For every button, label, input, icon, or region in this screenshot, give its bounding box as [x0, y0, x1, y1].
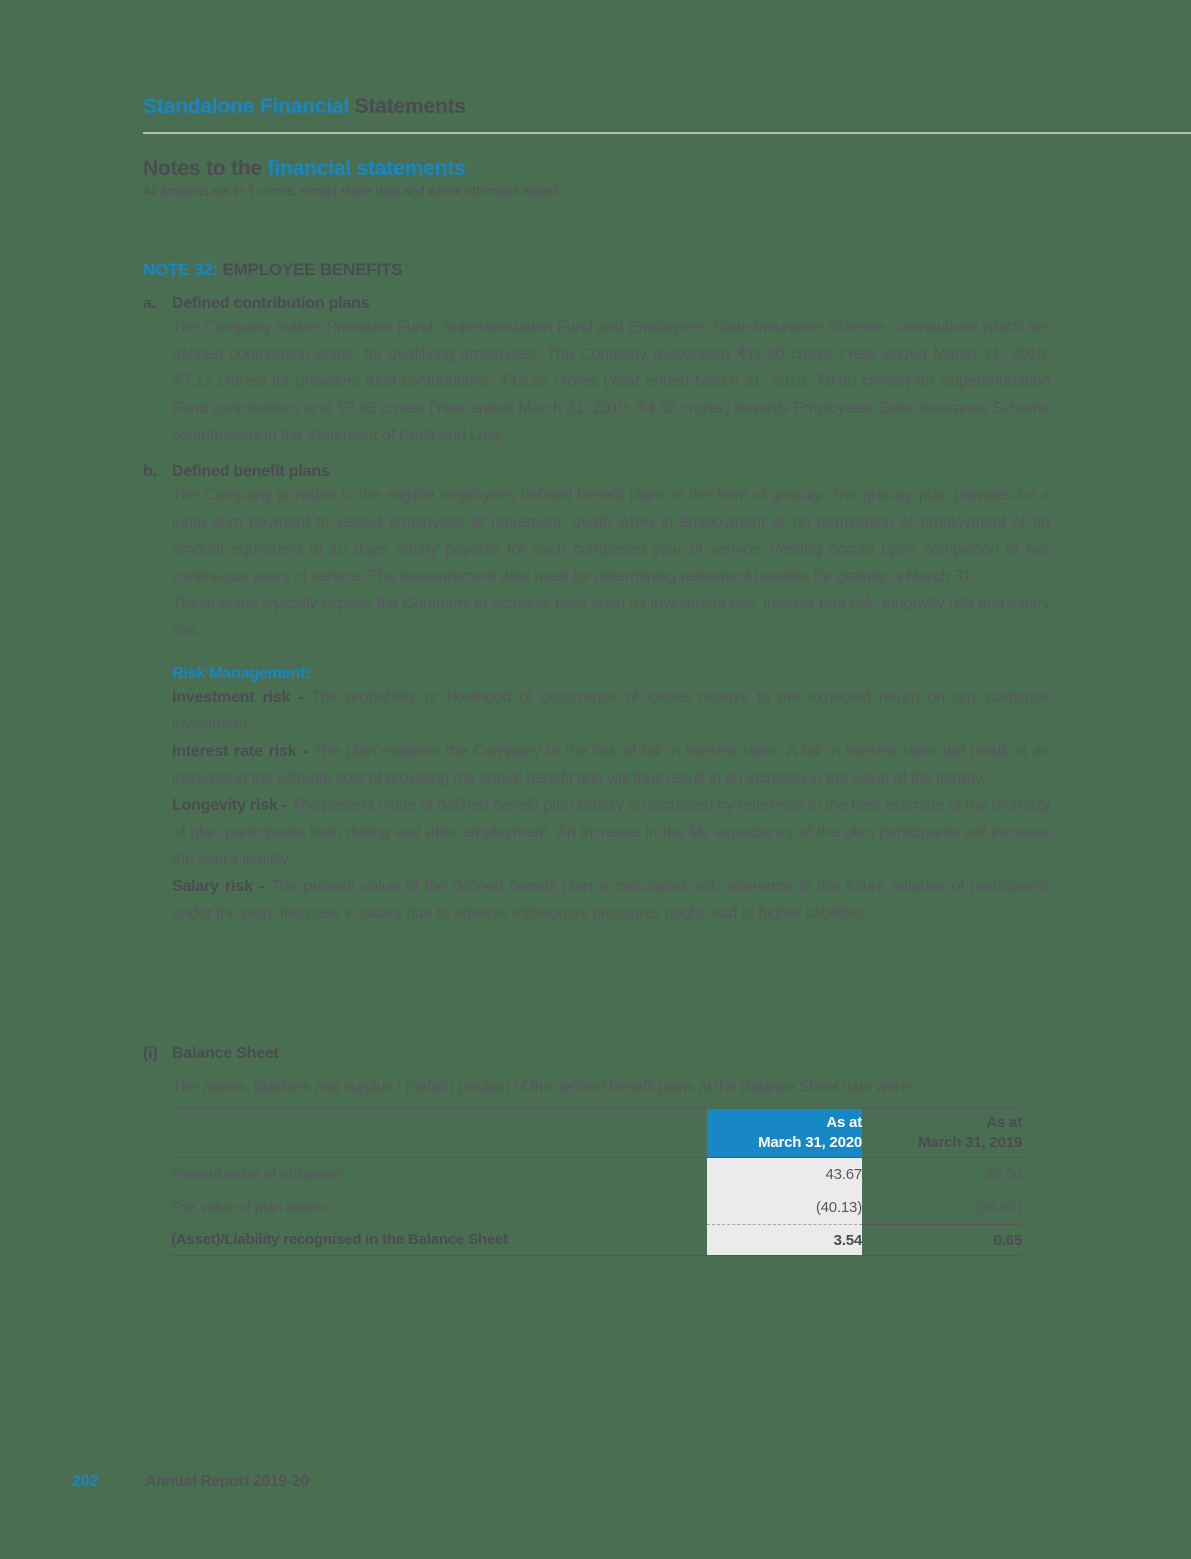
table-row — [171, 1191, 1022, 1225]
row-value-2019: 29.30 — [985, 1166, 1022, 1183]
risk-management-heading: Risk Management: — [172, 665, 311, 682]
note-32-title — [143, 260, 1050, 280]
section-b-paragraph-2: These plans typically expose the Company to actuarial risks such as investment risk, interest rate risk, longevity risk and salary risk. — [172, 595, 1050, 639]
row-value-2020: (40.13) — [707, 1191, 862, 1225]
row-value-2019: (28.65) — [975, 1199, 1022, 1216]
section-b-paragraph-1: The Company provides to the eligible employees defined benefit plans in the form of gratuity. The gratuity plan provides for a lump sum payment to vested employees at retirement, death while in employment or on termination of employment of an amount equivalent to 15 days’ salary payable for each completed year of service. Vesting occurs upon completion of five continuous years of service. The measurement date used for determining retirement benefits for gratuity is March 31. — [172, 487, 1050, 585]
risk-investment — [172, 684, 1050, 738]
balance-sheet-intro: The assets, liabilities and surplus / (deficit) position of the defined benefit plans at the Balance Sheet date were: — [172, 1079, 913, 1096]
page-footer — [72, 1473, 309, 1491]
risk-investment-term: Investment risk - — [172, 689, 304, 706]
notes-title — [143, 157, 557, 181]
risk-longevity-term: Longevity risk - — [172, 797, 288, 814]
risk-investment-text: The probability or likelihood of occurrence of losses relative to the expected return on any particular investment. — [172, 689, 1050, 733]
table-row — [171, 1158, 1022, 1192]
amounts-note: All amounts are in ₹ crores, except share data and where otherwise stated — [143, 183, 558, 198]
risk-salary-text: The present value of the defined benefit plan is calculated with reference to the future salaries of participants under the plan. Increase in salary due to adverse inflationary pressures might lead to higher liabilities. — [172, 878, 1050, 922]
notes-title-accent: financial statements — [267, 157, 466, 180]
row-label: Fair value of plan assets — [171, 1199, 329, 1217]
note-32-heading: EMPLOYEE BENEFITS — [222, 260, 403, 279]
header-2019-line2: March 31, 2019 — [918, 1134, 1022, 1151]
section-a-heading: Defined contribution plans — [172, 295, 370, 312]
header-label-cell — [171, 1109, 707, 1158]
risk-salary-term: Salary risk - — [172, 878, 265, 895]
header-divider — [143, 132, 1191, 134]
total-value-2020: 3.54 — [707, 1225, 862, 1256]
risk-interest-rate-text: The plan exposes the Company to the risk of fall in interest rates. A fall in interest rates will result in an increase in the ultimate cost of providing the above benefit and will thus result in an increase in the value of the liability. — [172, 743, 1050, 787]
balance-sheet-heading: Balance Sheet — [172, 1045, 279, 1062]
table-total-row — [171, 1225, 1022, 1256]
header-2020-line1: As at — [826, 1113, 862, 1131]
section-a-marker: a. — [143, 295, 156, 312]
header-2019-line1: As at — [986, 1114, 1022, 1131]
header-2020-line2: March 31, 2020 — [758, 1133, 862, 1151]
section-header — [143, 95, 466, 119]
risk-interest-rate-term: Interest rate risk - — [172, 743, 308, 760]
note-32-label: NOTE 32: — [143, 260, 223, 279]
section-a-paragraph: The Company makes Provident Fund, Superannuation Fund and Employees’ State Insurance Scheme contributions which are defined contribution plans, for qualifying employees. The Company recognised ₹11.20 crores (Year ended March 31, 2019: ₹7.17 crores) for provident fund contributions, ₹12.92 crores (Year ended March 31, 2019: ₹9.89 crores) for Superannuation Fund contributions and ₹3.85 crores (Year ended March 31, 2019: ₹4.82 crores) towards Employees’ State Insurance Scheme contributions in the Statement of Profit and Loss. — [172, 319, 1050, 444]
total-row-label: (Asset)/Liability recognised in the Balance Sheet — [171, 1225, 707, 1256]
notes-header-block — [143, 157, 557, 199]
page-number: 202 — [72, 1473, 99, 1490]
risk-longevity-text: The present value of defined benefit plan liability is calculated by reference to the best estimate of the mortality of plan participants both during and after employment. An increase in the life expectancy of the plan participants will increase the plan’s liability. — [172, 797, 1050, 868]
risk-salary — [172, 873, 1050, 927]
balance-sheet-table — [171, 1108, 1022, 1256]
risk-interest-rate — [172, 738, 1050, 792]
footer-report-title: Annual Report 2019-20 — [145, 1473, 309, 1490]
note-32-content — [143, 260, 1050, 927]
notes-title-prefix: Notes to the — [143, 157, 268, 180]
section-b-heading: Defined benefit plans — [172, 463, 330, 480]
balance-sheet-block — [143, 1044, 1050, 1256]
row-value-2020: 43.67 — [707, 1158, 862, 1192]
row-label: Present value of obligation — [171, 1166, 343, 1183]
table-header-row — [171, 1109, 1022, 1158]
header-2020-cell — [707, 1109, 862, 1158]
section-a — [143, 294, 1050, 449]
risk-longevity — [172, 792, 1050, 873]
total-value-2019: 0.65 — [862, 1225, 1022, 1256]
section-header-rest: Statements — [349, 95, 466, 118]
section-b — [143, 462, 1050, 927]
section-b-marker: b. — [143, 463, 157, 480]
balance-sheet-marker: (i) — [143, 1045, 158, 1062]
header-2019-cell — [862, 1109, 1022, 1158]
section-header-accent: Standalone Financial — [143, 95, 350, 118]
balance-sheet-item — [143, 1044, 1050, 1099]
